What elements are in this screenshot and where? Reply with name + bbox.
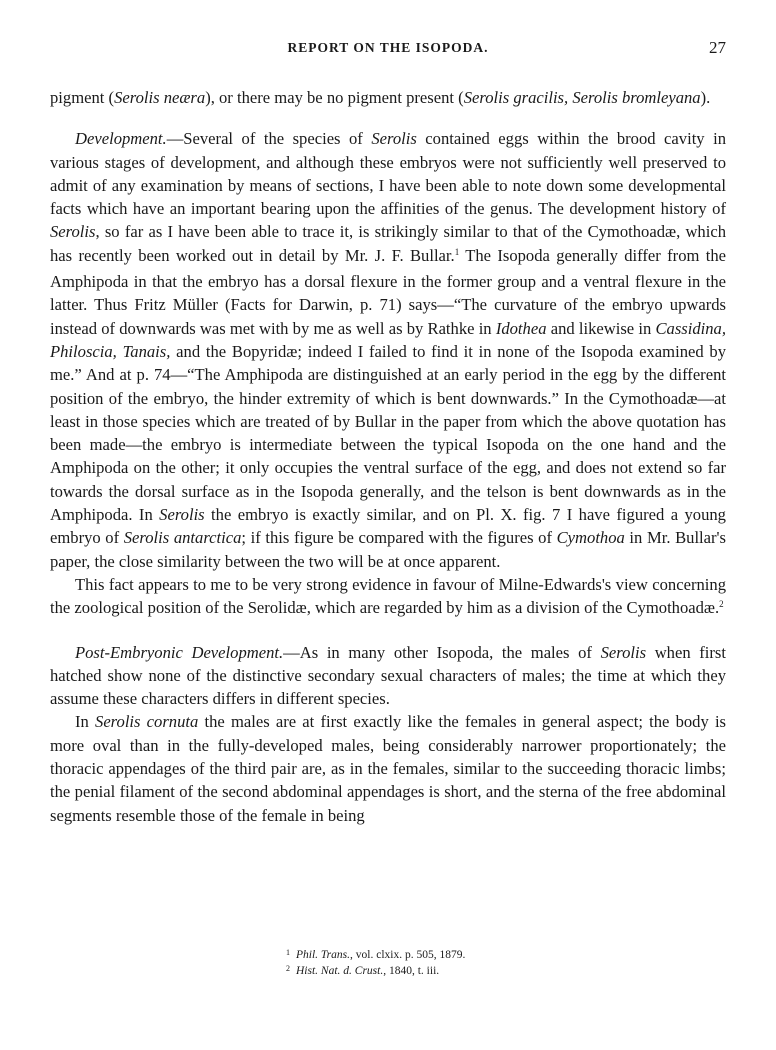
text-run: In: [75, 712, 96, 732]
text-run: The Isopoda generally differ from the Amphipoda in that the embryo has a dorsal flexure in the former group and a ventral flexure in the latter. Thus Fritz Müller (Facts for Darwin, p. 71) says—“The curvature of the embryo upwards instead of downwards was met with by me as well as by Rathke in: [50, 245, 726, 338]
paragraph-post-embryonic: [50, 641, 726, 711]
footnote-ref-2[interactable]: 2: [719, 599, 724, 610]
text-run: —Several of the species of: [166, 129, 372, 149]
footnote-source: Hist. Nat. d. Crust.: [296, 964, 384, 977]
text-run: ; if this figure be compared with the figures of: [241, 528, 557, 548]
text-run: pigment (: [50, 88, 115, 107]
paragraph-development: [50, 127, 726, 573]
footnote-source: Phil. Trans.: [296, 949, 351, 961]
italic-taxon: Serolis neæra: [114, 88, 206, 107]
section-heading-post-embryonic: Post-Embryonic Development.: [75, 642, 284, 662]
paragraph-cornuta: [50, 710, 726, 826]
text-run: contained eggs within the brood cavity in various stages of development, and although these embryos were not sufficiently well preserved to admit of any examination by means of sections, I have been able to note down some developmental facts which have an important bearing upon the affinities of the genus. The development history of: [50, 129, 726, 219]
paragraph-intro: [50, 86, 726, 109]
footnote-1: [286, 948, 726, 964]
italic-taxon: Serolis cornuta: [95, 712, 199, 732]
text-run: , so far as I have been able to trace it, is strikingly similar to that of the Cymothoadæ, which has recently been worked out in detail by Mr. J. F. Bullar.: [50, 222, 726, 265]
italic-taxon: Serolis antarctica: [123, 528, 242, 548]
italic-taxon: Serolis: [371, 129, 417, 149]
footnote-ref-1[interactable]: 1: [454, 246, 460, 257]
text-run: ).: [700, 88, 711, 107]
paragraph-evidence: [50, 573, 726, 623]
text-run: This fact appears to me to be very strong evidence in favour of Milne-Edwards's view concerning the zoological position of the Serolidæ, which are regarded by him as a division of the Cymothoadæ.: [50, 574, 726, 618]
italic-taxon: Idothea: [495, 318, 547, 338]
body-text: [50, 86, 726, 827]
paragraph-gap: [50, 623, 726, 641]
footnote-mark: 2: [286, 963, 290, 973]
text-run: the males are at first exactly like the females in general aspect; the body is more oval than in the fully-developed males, being considerably narrower proportionately; the thoracic appendages of the third pair are, as in the females, similar to the succeeding thoracic limbs; the penial filament of the second abdominal appendages is short, and the sterna of the free abdominal segments resemble those of the female in being: [50, 712, 727, 825]
text-run: when first hatched show none of the distinctive secondary sexual characters of males; the time at which they assume these characters differs in different species.: [50, 642, 726, 709]
italic-taxon: Serolis: [600, 642, 647, 662]
text-run: —As in many other Isopoda, the males of: [283, 642, 601, 662]
italic-taxon: Serolis: [50, 222, 96, 242]
text-run: the embryo is exactly similar, and on Pl. X. fig. 7 I have figured a young embryo of: [50, 505, 726, 548]
italic-taxon: Cassidina, Philoscia, Tanais,: [50, 318, 726, 361]
footnote-2: [286, 964, 726, 980]
italic-taxon: Serolis gracilis, Serolis bromleyana: [463, 88, 701, 107]
running-head: [50, 40, 726, 64]
footnotes: [286, 948, 726, 979]
text-run: and the Bopyridæ; indeed I failed to find it in none of the Isopoda examined by me.” And at p. 74—“The Amphipoda are distinguished at an early period in the egg by the different position of the embryo, the hinder extremity of which is bent downwards.” In the Cymothoadæ—at least in those species which are treated of by Bullar in the paper from which the above quotation has been made—the embryo is intermediate between the typical Isopoda on the one hand and the Amphipoda on the other; it only occupies the ventral surface of the egg, and does not extend so far towards the dorsal surface as in the Isopoda generally, and the telson is bent downwards as in the Amphipoda. In: [50, 341, 726, 525]
text-run: and likewise in: [546, 318, 656, 338]
italic-taxon: Serolis: [159, 505, 205, 525]
text-run: ), or there may be no pigment present (: [205, 88, 464, 107]
running-title: REPORT ON THE ISOPODA.: [287, 40, 489, 55]
footnote-text: , 1840, t. iii.: [383, 964, 440, 977]
footnote-mark: 1: [286, 948, 290, 957]
paragraph-gap: [50, 109, 726, 127]
page-number: 27: [709, 38, 726, 57]
italic-taxon: Cymothoa: [556, 528, 625, 548]
text-run: in Mr. Bullar's paper, the close similarity between the two will be at once apparent.: [50, 528, 726, 571]
section-heading-development: Development.: [75, 129, 167, 149]
footnote-text: , vol. clxix. p. 505, 1879.: [350, 949, 466, 961]
